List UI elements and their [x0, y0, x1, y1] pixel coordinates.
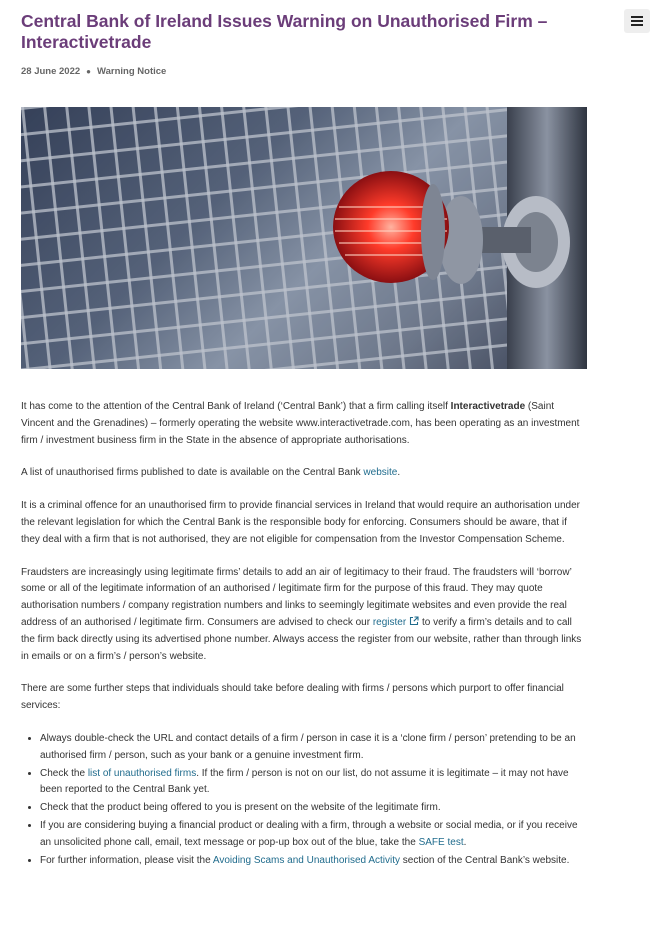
external-link-icon — [409, 616, 419, 626]
website-link[interactable]: website — [363, 467, 398, 479]
list-item: • Check that the product being offered to you is present on the website of the legitimate firm. — [40, 799, 587, 817]
list-item: • Always double-check the URL and contact details of a firm / person in case it is a ‘clone firm / person’ pretending to be an authorised firm / person, such as your bank or a genuine investment firm. — [40, 730, 587, 765]
list-item: • If you are considering buying a financial product or dealing with a firm, through a website or social media, or if you receive an unsolicited phone call, email, text message or pop-up box out of the blue, take the SAFE test. — [40, 817, 587, 852]
menu-button[interactable] — [624, 9, 650, 33]
page-title: Central Bank of Ireland Issues Warning on Unauthorised Firm – Interactivetrade — [21, 11, 548, 52]
unauthorised-firms-link[interactable]: list of unauthorised firms — [87, 767, 197, 779]
list-item: • For further information, please visit the Avoiding Scams and Unauthorised Activity section of the Central Bank’s website. — [40, 852, 587, 870]
hero-image — [21, 107, 587, 369]
article — [21, 11, 587, 869]
safe-test-link[interactable]: SAFE test — [418, 836, 464, 848]
steps-list — [21, 730, 587, 869]
article-date: 28 June 2022 — [21, 66, 81, 77]
register-link[interactable]: register — [373, 617, 419, 628]
paragraph-intro: It has come to the attention of the Central Bank of Ireland (‘Central Bank’) that a firm calling itself Interactivetrade (Saint Vincent and the Grenadines) – formerly operating the website www.interactivetrade.com, has been operating as an investment firm / investment business firm in the State in the absence of appropriate authorisations. — [21, 401, 580, 446]
warning-lamp-illustration — [21, 107, 587, 369]
firm-name: Interactivetrade — [450, 401, 526, 412]
list-item: • Check the list of unauthorised firms. If the firm / person is not on our list, do not assume it is legitimate – it may not have been reported to the Central Bank yet. — [40, 765, 587, 800]
article-category: Warning Notice — [97, 66, 167, 77]
avoiding-scams-link[interactable]: Avoiding Scams and Unauthorised Activity — [212, 854, 400, 866]
paragraph-fraudsters: Fraudsters are increasingly using legitimate firms’ details to add an air of legitimacy to their fraud. The fraudsters will ‘borrow’ some or all of the legitimate information of an authorised / legitimate firm for the purpose of this fraud. They may quote authorisation numbers / company registration numbers and links to seemingly legitimate websites and even provide the real address of an authorised / legitimate firm. Consumers are advised to check our register to verify a firm’s details and to call the firm back directly using its advertised phone number. Always access the register from our website, rather than through links in emails or on a firm’s / person’s website. — [21, 566, 582, 662]
meta-separator: ● — [86, 67, 91, 76]
paragraph-further-steps: There are some further steps that individuals should take before dealing with firms / persons which purport to offer financial services: — [21, 683, 564, 712]
hamburger-icon — [631, 16, 643, 26]
paragraph-list-link: A list of unauthorised firms published to date is available on the Central Bank website. — [21, 467, 401, 479]
paragraph-criminal-offence: It is a criminal offence for an unauthorised firm to provide financial services in Ireland that would require an authorisation under the relevant legislation for which the Central Bank is the responsible body for enforcing. Consumers should be aware, that if they deal with a firm that is not authorised, they are not eligible for compensation from the Investor Compensation Scheme. — [21, 500, 581, 545]
article-meta — [21, 66, 587, 77]
